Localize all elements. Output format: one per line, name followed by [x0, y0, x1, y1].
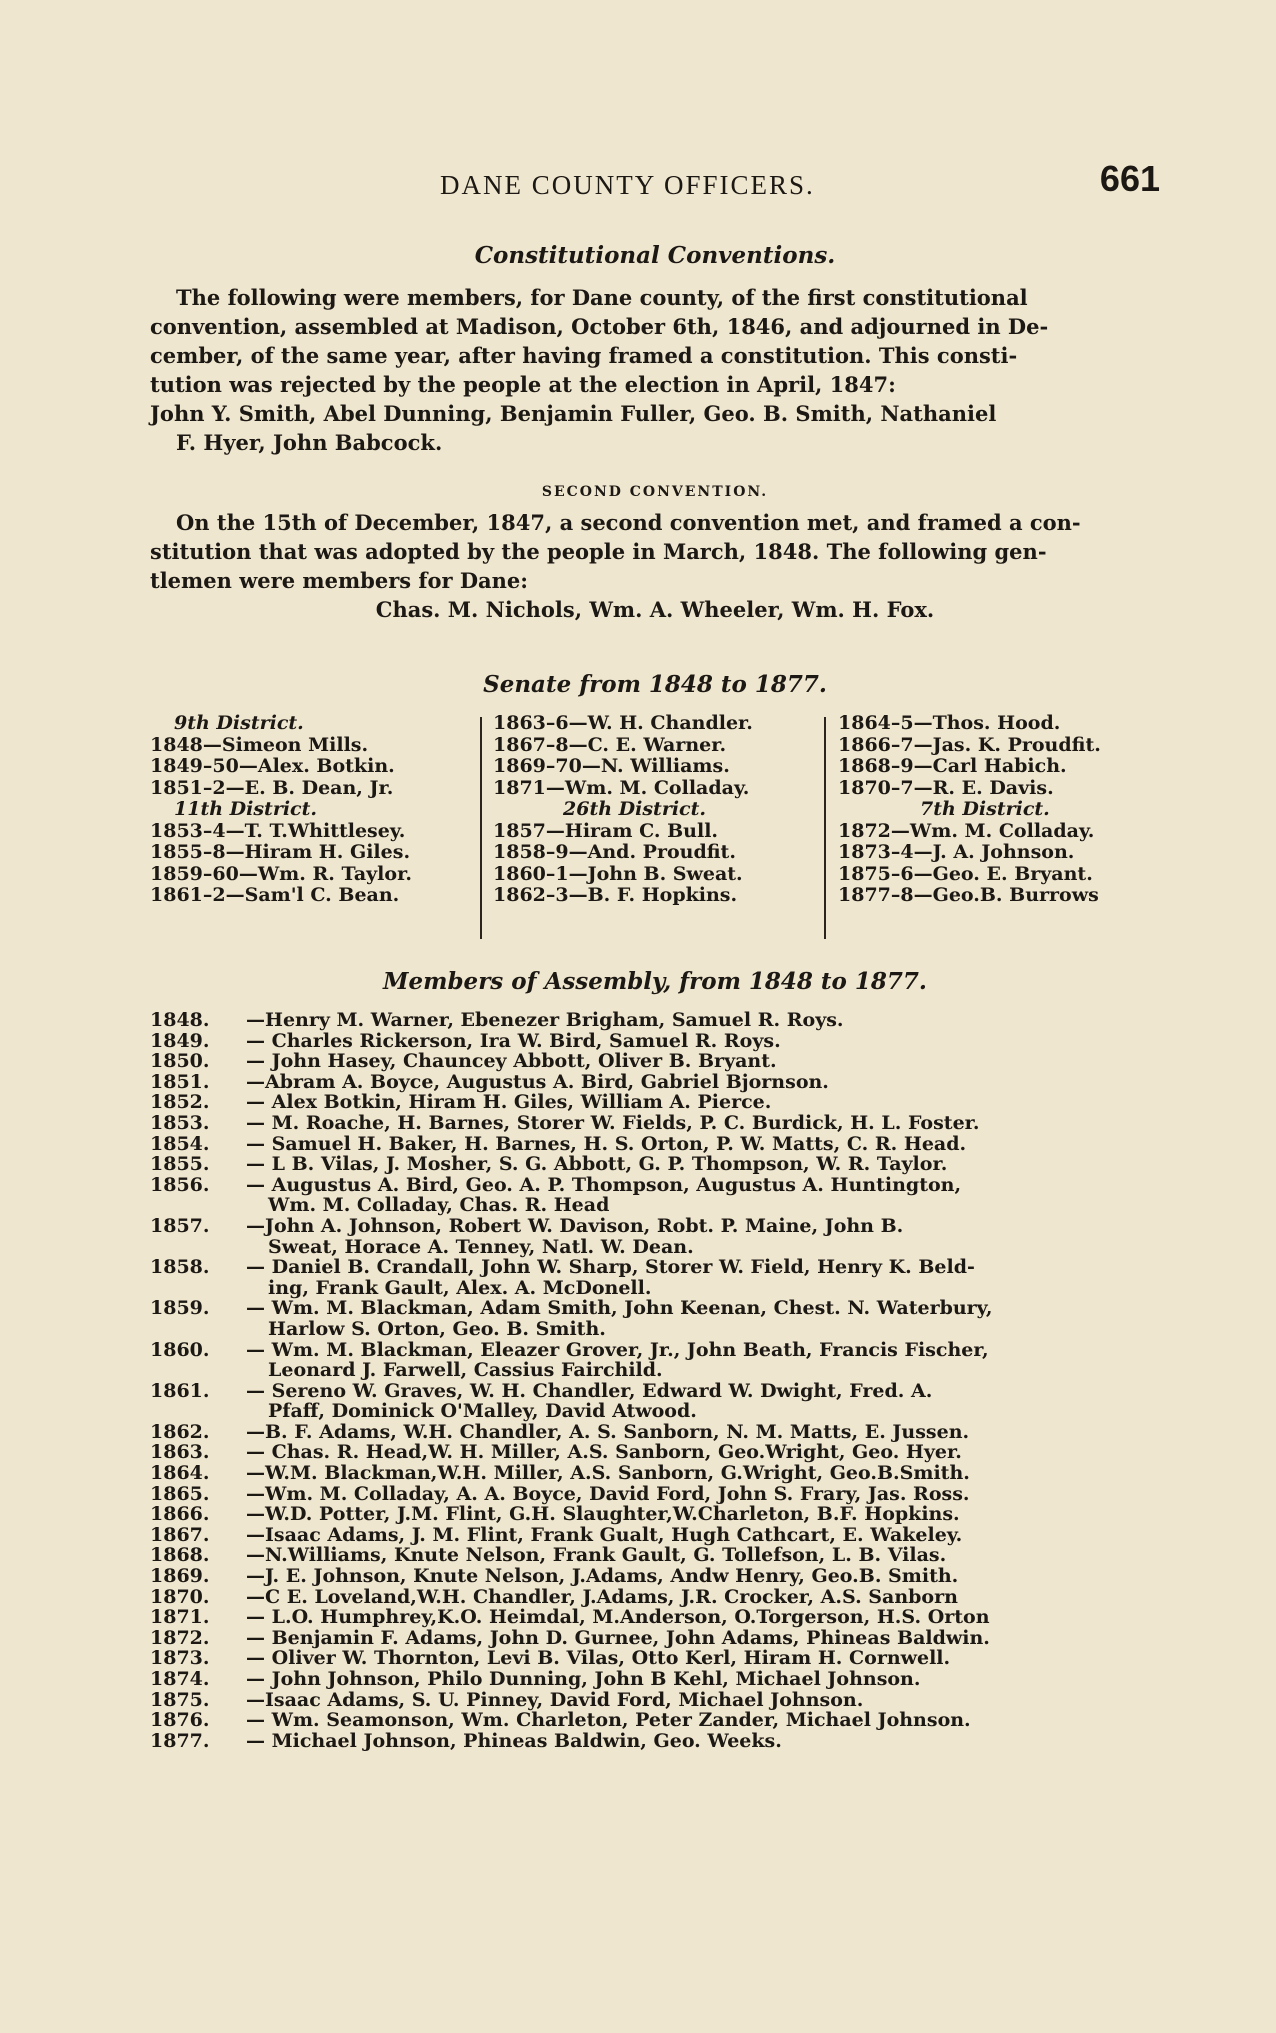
assembly-members: — Charles Rickerson, Ira W. Bird, Samuel R. Roys.	[246, 1029, 781, 1052]
assembly-year: 1877.	[150, 1729, 210, 1752]
assembly-members: — John Johnson, Philo Dunning, John B Kehl, Michael Johnson.	[246, 1668, 921, 1690]
assembly-members: —B. F. Adams, W.H. Chandler, A. S. Sanborn, N. M. Matts, E. Jussen.	[246, 1420, 970, 1443]
assembly-year: 1866.	[150, 1503, 210, 1526]
senate-column-3	[838, 713, 1101, 907]
assembly-row	[150, 1154, 1160, 1175]
assembly-row	[150, 1648, 1160, 1669]
assembly-members: —Henry M. Warner, Ebenezer Brigham, Samuel R. Roys.	[246, 1009, 844, 1031]
intro-line: The following were members, for Dane county, of the first constitutional	[176, 285, 1028, 310]
assembly-year: 1865.	[150, 1482, 210, 1505]
senate-entry: 1867–8—C. E. Warner.	[493, 733, 727, 756]
assembly-year: 1857.	[150, 1214, 210, 1237]
assembly-members: Sweat, Horace A. Tenney, Natl. W. Dean.	[268, 1235, 694, 1258]
assembly-members: — M. Roache, H. Barnes, Storer W. Fields, P. C. Burdick, H. L. Foster.	[246, 1111, 980, 1134]
constitutional-intro	[150, 283, 1160, 457]
assembly-year: 1850.	[150, 1050, 210, 1073]
senate-entry: 1871—Wm. M. Colladay.	[493, 776, 750, 799]
senate-entry: 1859–60—Wm. R. Taylor.	[150, 862, 412, 885]
senate-entry: 1848—Simeon Mills.	[150, 733, 369, 756]
assembly-row	[150, 1463, 1160, 1484]
assembly-members: Harlow S. Orton, Geo. B. Smith.	[268, 1317, 606, 1340]
assembly-year: 1852.	[150, 1091, 210, 1114]
second-convention-heading: SECOND CONVENTION.	[541, 484, 769, 500]
assembly-members: — Wm. M. Blackman, Adam Smith, John Keenan, Chest. N. Waterbury,	[246, 1297, 993, 1320]
assembly-row	[150, 1340, 1160, 1381]
assembly-year: 1854.	[150, 1132, 210, 1155]
assembly-members: — Chas. R. Head,W. H. Miller, A.S. Sanborn, Geo.Wright, Geo. Hyer.	[246, 1441, 962, 1464]
assembly-row	[150, 1031, 1160, 1052]
assembly-row	[150, 1525, 1160, 1546]
assembly-row	[150, 1092, 1160, 1113]
assembly-row	[150, 1298, 1160, 1339]
second-line: tlemen were members for Dane:	[150, 568, 529, 593]
column-rule	[824, 717, 826, 939]
assembly-members: — Wm. Seamonson, Wm. Charleton, Peter Zander, Michael Johnson.	[246, 1709, 971, 1732]
assembly-year: 1849.	[150, 1029, 210, 1052]
senate-entry: 1862–3—B. F. Hopkins.	[493, 884, 738, 906]
assembly-row	[150, 1504, 1160, 1525]
assembly-year: 1868.	[150, 1544, 210, 1567]
assembly-members: — Benjamin F. Adams, John D. Gurnee, John Adams, Phineas Baldwin.	[246, 1626, 990, 1649]
assembly-members: — L.O. Humphrey,K.O. Heimdal, M.Anderson, O.Torgerson, H.S. Orton	[246, 1606, 990, 1629]
assembly-year: 1856.	[150, 1173, 210, 1196]
assembly-year: 1863.	[150, 1441, 210, 1464]
assembly-members: — Sereno W. Graves, W. H. Chandler, Edward W. Dwight, Fred. A.	[246, 1379, 933, 1402]
senate-entry: 1872—Wm. M. Colladay.	[838, 819, 1095, 842]
assembly-heading: Members of Assembly, from 1848 to 1877.	[383, 968, 927, 995]
assembly-members: — L B. Vilas, J. Mosher, S. G. Abbott, G. P. Thompson, W. R. Taylor.	[246, 1153, 948, 1176]
senate-entry: 1877–8—Geo.B. Burrows	[838, 884, 1099, 906]
assembly-members: —C E. Loveland,W.H. Chandler, J.Adams, J.R. Crocker, A.S. Sanborn	[246, 1585, 958, 1608]
assembly-members: —Isaac Adams, J. M. Flint, Frank Gualt, Hugh Cathcart, E. Wakeley.	[246, 1523, 963, 1546]
senate-entry: 1857—Hiram C. Bull.	[493, 819, 719, 842]
senate-entry: 1861–2—Sam'l C. Bean.	[150, 884, 400, 906]
assembly-row	[150, 1587, 1160, 1608]
first-members-line: John Y. Smith, Abel Dunning, Benjamin Fuller, Geo. B. Smith, Nathaniel	[150, 401, 997, 426]
assembly-year: 1874.	[150, 1668, 210, 1690]
assembly-row	[150, 1690, 1160, 1711]
assembly-year: 1851.	[150, 1070, 210, 1093]
assembly-members: —John A. Johnson, Robert W. Davison, Robt. P. Maine, John B.	[246, 1214, 904, 1237]
assembly-year: 1871.	[150, 1606, 210, 1629]
assembly-members: Pfaff, Dominick O'Malley, David Atwood.	[268, 1400, 697, 1423]
assembly-year: 1867.	[150, 1523, 210, 1546]
assembly-members: — Alex Botkin, Hiram H. Giles, William A. Pierce.	[246, 1091, 772, 1114]
senate-entry: 1853–4—T. T.Whittlesey.	[150, 819, 406, 842]
assembly-row	[150, 1072, 1160, 1093]
assembly-members: — Samuel H. Baker, H. Barnes, H. S. Orton, P. W. Matts, C. R. Head.	[246, 1132, 967, 1155]
first-members-line: F. Hyer, John Babcock.	[176, 430, 443, 455]
assembly-row	[150, 1113, 1160, 1134]
assembly-row	[150, 1731, 1160, 1752]
senate-entry: 1855–8—Hiram H. Giles.	[150, 841, 411, 863]
assembly-year: 1860.	[150, 1338, 210, 1361]
assembly-members: —N.Williams, Knute Nelson, Frank Gault, G. Tollefson, L. B. Vilas.	[246, 1544, 947, 1567]
assembly-year: 1858.	[150, 1256, 210, 1279]
running-head	[150, 158, 1160, 206]
assembly-year: 1864.	[150, 1462, 210, 1485]
second-line: On the 15th of December, 1847, a second convention met, and framed a con-	[176, 510, 1081, 535]
senate-heading: Senate from 1848 to 1877.	[483, 671, 827, 698]
assembly-row	[150, 1628, 1160, 1649]
assembly-members: Leonard J. Farwell, Cassius Fairchild.	[268, 1359, 663, 1382]
assembly-row	[150, 1607, 1160, 1628]
intro-line: convention, assembled at Madison, October 6th, 1846, and adjourned in De-	[150, 314, 1049, 339]
senate-column-2	[493, 713, 753, 907]
assembly-members: —Wm. M. Colladay, A. A. Boyce, David Ford, John S. Frary, Jas. Ross.	[246, 1482, 970, 1505]
assembly-members: — Oliver W. Thornton, Levi B. Vilas, Otto Kerl, Hiram H. Cornwell.	[246, 1647, 951, 1670]
intro-line: tution was rejected by the people at the election in April, 1847:	[150, 372, 896, 397]
assembly-members: ing, Frank Gault, Alex. A. McDonell.	[268, 1276, 652, 1299]
assembly-row	[150, 1545, 1160, 1566]
senate-column-1	[150, 713, 412, 907]
assembly-members: — Michael Johnson, Phineas Baldwin, Geo. Weeks.	[246, 1729, 782, 1752]
senate-entry: 1870–7—R. E. Davis.	[838, 776, 1054, 799]
senate-entry: 1863–6—W. H. Chandler.	[493, 712, 753, 734]
assembly-row	[150, 1051, 1160, 1072]
assembly-members: —J. E. Johnson, Knute Nelson, J.Adams, Andw Henry, Geo.B. Smith.	[246, 1565, 959, 1588]
senate-entry: 1873–4—J. A. Johnson.	[838, 841, 1075, 863]
senate-entry: 1866–7—Jas. K. Proudfit.	[838, 733, 1101, 756]
assembly-members: —Isaac Adams, S. U. Pinney, David Ford, Michael Johnson.	[246, 1688, 864, 1711]
running-title: DANE COUNTY OFFICERS.	[440, 170, 815, 200]
page-number: 661	[1099, 158, 1160, 199]
assembly-year: 1848.	[150, 1009, 210, 1031]
second-line: stitution that was adopted by the people in March, 1848. The following gen-	[150, 539, 1047, 564]
assembly-year: 1873.	[150, 1647, 210, 1670]
assembly-members: — Daniel B. Crandall, John W. Sharp, Storer W. Field, Henry K. Beld-	[246, 1256, 975, 1279]
assembly-row	[150, 1381, 1160, 1422]
assembly-row	[150, 1257, 1160, 1298]
senate-entry: 1875–6—Geo. E. Bryant.	[838, 862, 1093, 885]
assembly-row	[150, 1134, 1160, 1155]
senate-entry: 1858–9—And. Proudfit.	[493, 841, 736, 863]
assembly-year: 1859.	[150, 1297, 210, 1320]
assembly-year: 1876.	[150, 1709, 210, 1732]
assembly-list	[150, 1010, 1160, 1751]
assembly-members: —W.M. Blackman,W.H. Miller, A.S. Sanborn, G.Wright, Geo.B.Smith.	[246, 1462, 970, 1485]
second-members-line: Chas. M. Nichols, Wm. A. Wheeler, Wm. H. Fox.	[375, 597, 935, 622]
assembly-row	[150, 1216, 1160, 1257]
assembly-members: — Augustus A. Bird, Geo. A. P. Thompson, Augustus A. Huntington,	[246, 1173, 962, 1196]
second-convention-text	[150, 508, 1160, 624]
senate-entry: 1860–1—John B. Sweat.	[493, 862, 743, 885]
assembly-row	[150, 1175, 1160, 1216]
assembly-year: 1855.	[150, 1153, 210, 1176]
senate-entry: 1849–50—Alex. Botkin.	[150, 755, 395, 777]
assembly-row	[150, 1442, 1160, 1463]
book-page	[150, 0, 1170, 2033]
senate-entry: 1868–9—Carl Habich.	[838, 755, 1067, 777]
senate-entry: 1851–2—E. B. Dean, Jr.	[150, 776, 394, 799]
senate-entry: 1864–5—Thos. Hood.	[838, 712, 1061, 734]
senate-district-label: 9th District.	[174, 712, 304, 734]
senate-table	[150, 713, 1160, 945]
assembly-members: Wm. M. Colladay, Chas. R. Head	[268, 1194, 610, 1217]
intro-line: cember, of the same year, after having framed a constitution. This consti-	[150, 343, 1018, 368]
assembly-row	[150, 1710, 1160, 1731]
constitutional-heading: Constitutional Conventions.	[474, 242, 836, 269]
senate-district-label: 26th District.	[563, 798, 707, 820]
assembly-row	[150, 1010, 1160, 1031]
assembly-row	[150, 1566, 1160, 1587]
assembly-members: —W.D. Potter, J.M. Flint, G.H. Slaughter,W.Charleton, B.F. Hopkins.	[246, 1503, 960, 1526]
column-rule	[480, 717, 482, 939]
assembly-year: 1870.	[150, 1585, 210, 1608]
senate-entry: 1869–70—N. Williams.	[493, 755, 730, 777]
assembly-year: 1862.	[150, 1420, 210, 1443]
assembly-row	[150, 1484, 1160, 1505]
assembly-members: — John Hasey, Chauncey Abbott, Oliver B. Bryant.	[246, 1050, 777, 1073]
senate-district-label: 7th District.	[920, 798, 1050, 820]
assembly-year: 1875.	[150, 1688, 210, 1711]
assembly-members: —Abram A. Boyce, Augustus A. Bird, Gabriel Bjornson.	[246, 1070, 829, 1093]
assembly-members: — Wm. M. Blackman, Eleazer Grover, Jr., John Beath, Francis Fischer,	[246, 1338, 989, 1361]
assembly-row	[150, 1422, 1160, 1443]
assembly-year: 1872.	[150, 1626, 210, 1649]
assembly-row	[150, 1669, 1160, 1690]
assembly-year: 1861.	[150, 1379, 210, 1402]
assembly-year: 1869.	[150, 1565, 210, 1588]
senate-district-label: 11th District.	[174, 798, 318, 820]
assembly-year: 1853.	[150, 1111, 210, 1134]
